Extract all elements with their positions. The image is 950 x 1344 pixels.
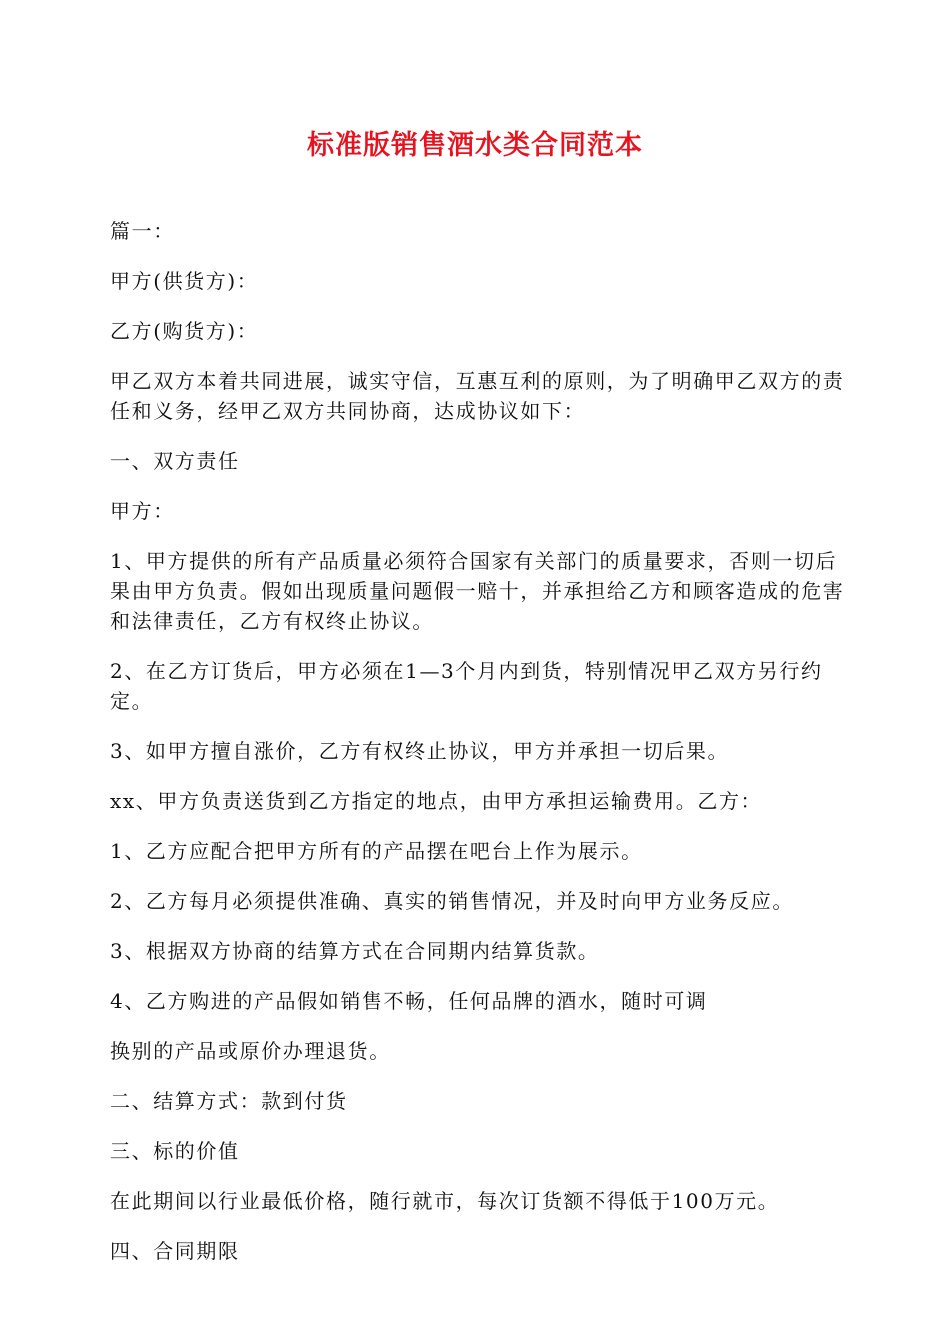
paragraph: 换别的产品或原价办理退货。 [110, 1039, 391, 1063]
paragraph: 乙方(购货方)： [110, 319, 259, 343]
paragraph: 4、乙方购进的产品假如销售不畅，任何品牌的酒水，随时可调 [110, 989, 708, 1013]
paragraph: 2、在乙方订货后，甲方必须在1—3个月内到货，特别情况甲乙双方另行约定。 [110, 659, 823, 713]
paragraph: 1、乙方应配合把甲方所有的产品摆在吧台上作为展示。 [110, 839, 643, 863]
paragraph: 甲乙双方本着共同进展，诚实守信，互惠互利的原则，为了明确甲乙双方的责任和义务，经甲乙双方共同协商，达成协议如下： [110, 369, 845, 423]
document-title: 标准版销售酒水类合同范本 [307, 130, 643, 161]
paragraph: 3、根据双方协商的结算方式在合同期内结算货款。 [110, 939, 600, 963]
paragraph: 甲方(供货方)： [110, 269, 259, 293]
paragraph: 篇一： [110, 219, 175, 243]
paragraph: 3、如甲方擅自涨价，乙方有权终止协议，甲方并承担一切后果。 [110, 739, 730, 763]
paragraph: 一、双方责任 [110, 449, 240, 473]
paragraph: 甲方： [110, 499, 175, 523]
paragraph: 2、乙方每月必须提供准确、真实的销售情况，并及时向甲方业务反应。 [110, 889, 794, 913]
paragraph: 四、合同期限 [110, 1239, 240, 1263]
paragraph: 在此期间以行业最低价格，随行就市，每次订货额不得低于100万元。 [110, 1189, 780, 1213]
paragraph: 二、结算方式：款到付货 [110, 1089, 348, 1113]
document-body [110, 216, 845, 1286]
paragraph: xx、甲方负责送货到乙方指定的地点，由甲方承担运输费用。乙方： [110, 789, 763, 813]
paragraph: 三、标的价值 [110, 1139, 240, 1163]
paragraph: 1、甲方提供的所有产品质量必须符合国家有关部门的质量要求，否则一切后果由甲方负责。假如出现质量问题假一赔十，并承担给乙方和顾客造成的危害和法律责任，乙方有权终止协议。 [110, 549, 845, 633]
